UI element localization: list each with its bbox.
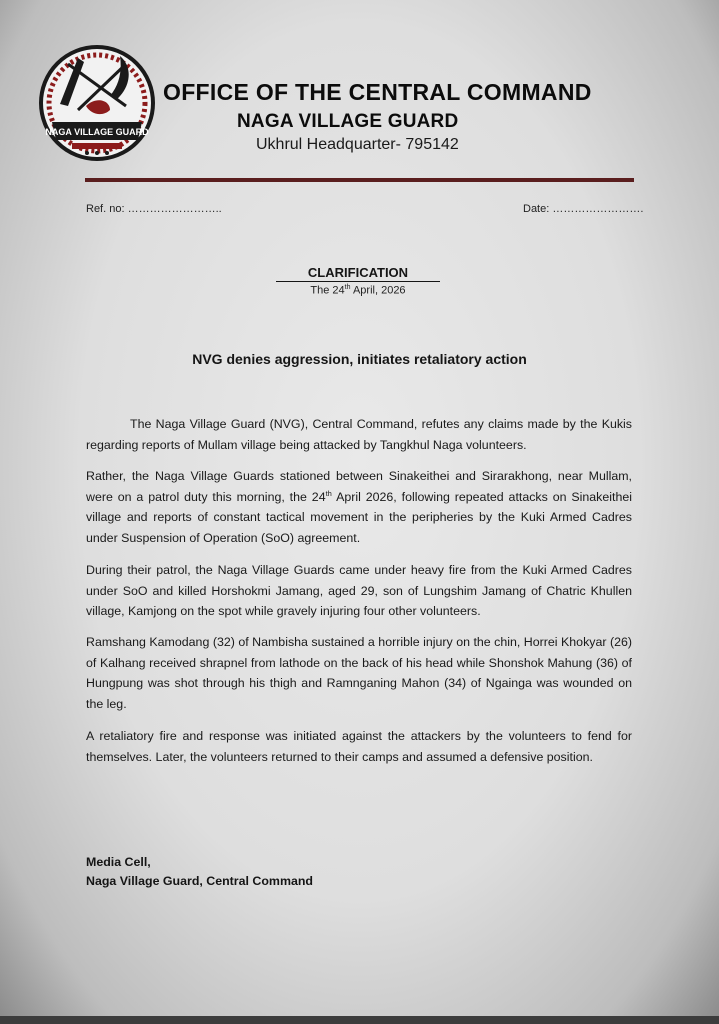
paragraph-1: The Naga Village Guard (NVG), Central Command, refutes any claims made by the Kukis regarding reports of Mullam village being attacked by Tangkhul Naga volunteers. bbox=[86, 417, 632, 452]
signature-line-1: Media Cell, bbox=[86, 855, 151, 869]
date-field: Date: ……………………. bbox=[523, 203, 644, 215]
office-title: OFFICE OF THE CENTRAL COMMAND bbox=[163, 79, 592, 105]
page-bottom-edge bbox=[0, 1016, 719, 1024]
nvg-logo-emblem bbox=[38, 44, 156, 162]
header-divider bbox=[85, 178, 634, 182]
paragraph-4: Ramshang Kamodang (32) of Nambisha sustained a horrible injury on the chin, Horrei Khokyar (26) of Kalhang received shrapnel from lathode on the back of his head while Shonshok Mahung (36) of Hungpung was shot through his thigh and Ramnganing Mahon (34) of Ngainga was wounded on the leg. bbox=[86, 635, 632, 711]
paragraph-3: During their patrol, the Naga Village Guards came under heavy fire from the Kuki Armed Cadres under SoO and killed Horshokmi Jamang, aged 29, son of Lungshim Jamang of Chatric Khullen village, Kamjong on the spot while gravely injuring four other volunteers. bbox=[86, 563, 632, 618]
reference-number: Ref. no: …………………….. bbox=[86, 203, 222, 215]
paragraph-5: A retaliatory fire and response was initiated against the attackers by the volunteers to fend for themselves. Later, the volunteers returned to their camps and assumed a defensive position. bbox=[86, 729, 632, 764]
press-headline: NVG denies aggression, initiates retaliatory action bbox=[192, 351, 527, 367]
organization-name: NAGA VILLAGE GUARD bbox=[237, 111, 459, 132]
headquarter-address: Ukhrul Headquarter- 795142 bbox=[256, 136, 459, 153]
logo-text: NAGA VILLAGE GUARD bbox=[45, 127, 149, 137]
signature-block bbox=[86, 853, 313, 891]
signature-line-2: Naga Village Guard, Central Command bbox=[86, 874, 313, 888]
notice-heading: CLARIFICATION bbox=[276, 265, 440, 282]
paragraph-2: Rather, the Naga Village Guards stationed between Sinakeithei and Sirarakhong, near Mullam, were on a patrol duty this morning, the 24th April 2026, following repeated attacks on Sinakeithei village and reports of constant tactical movement in the peripheries by the Kuki Armed Cadres under Suspension of Operation (SoO) agreement. bbox=[86, 469, 632, 545]
notice-date: The 24th April, 2026 bbox=[310, 284, 406, 297]
